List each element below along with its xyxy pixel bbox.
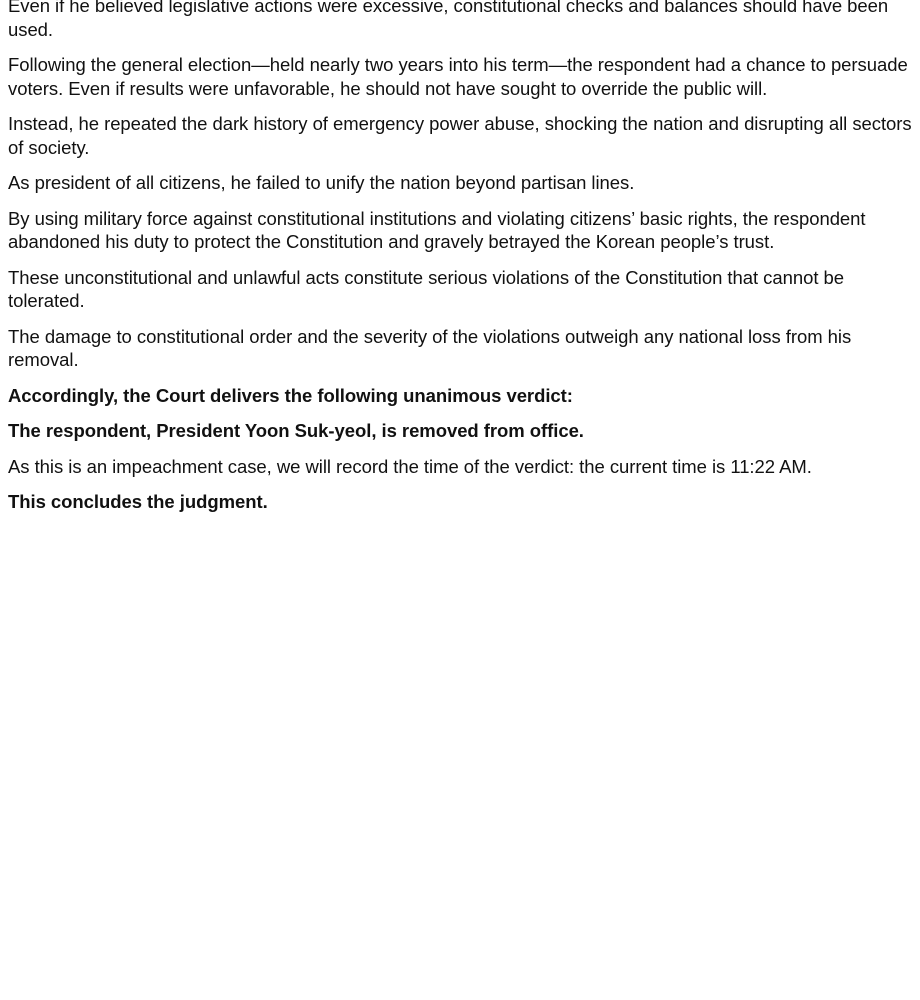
paragraph-military-force: By using military force against constitutional institutions and violating citizens’ basic rights, the respondent abandoned his duty to protect the Constitution and gravely betrayed the Korean people’s trust. (8, 207, 866, 252)
paragraph-general-election: Following the general election—held nearly two years into his term—the respondent had a chance to persuade voters. Even if results were unfavorable, he should not have sought to override the public will. (8, 54, 908, 99)
paragraph-conclusion: This concludes the judgment. (8, 491, 268, 512)
paragraph-serious-violations: These unconstitutional and unlawful acts constitute serious violations of the Constitution that cannot be tolerated. (8, 266, 844, 311)
paragraph-failed-to-unify: As president of all citizens, he failed to unify the nation beyond partisan lines. (8, 172, 635, 193)
paragraph-damage-outweighs: The damage to constitutional order and the severity of the violations outweigh any national loss from his removal. (8, 325, 852, 370)
judgment-text (8, 0, 920, 526)
paragraph-emergency-power-abuse: Instead, he repeated the dark history of emergency power abuse, shocking the nation and disrupting all sectors of society. (8, 113, 912, 158)
paragraph-verdict-intro: Accordingly, the Court delivers the following unanimous verdict: (8, 384, 573, 406)
paragraph-verdict-time: As this is an impeachment case, we will record the time of the verdict: the current time is 11:22 AM. (8, 455, 812, 477)
paragraph-checks-and-balances: Even if he believed legislative actions were excessive, constitutional checks and balances should have been used. (8, 0, 889, 40)
paragraph-removal-verdict: The respondent, President Yoon Suk-yeol, is removed from office. (8, 420, 584, 441)
